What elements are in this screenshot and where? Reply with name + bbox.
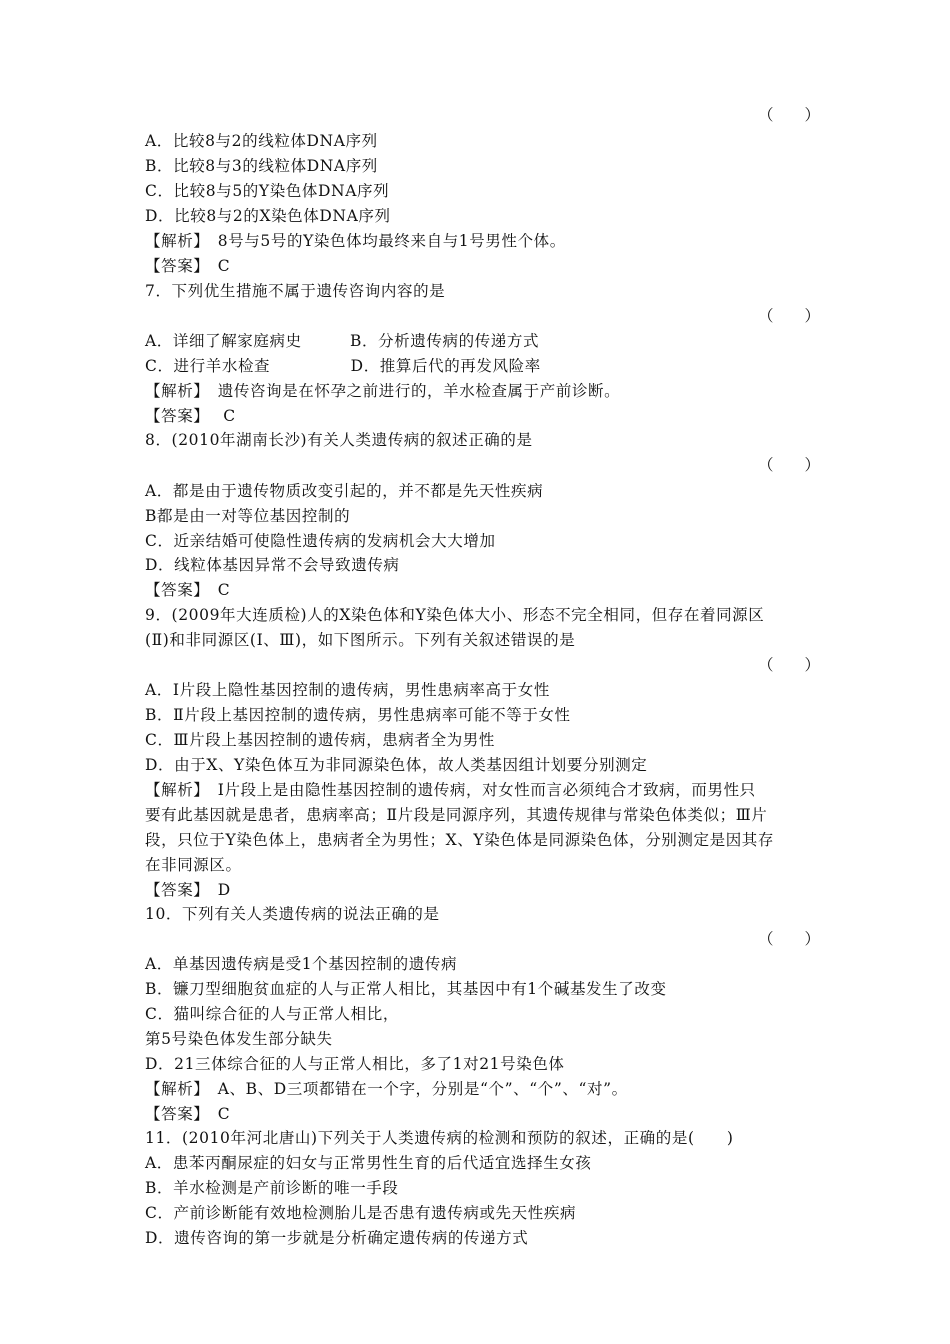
answer: 【答案】 C xyxy=(145,257,231,275)
options-cd: C．进行羊水检查 D．推算后代的再发风险率 xyxy=(145,357,541,375)
answer: 【答案】 D xyxy=(145,881,231,899)
answer: 【答案】 C xyxy=(145,1105,231,1123)
option-d: D．遗传咨询的第一步就是分析确定遗传病的传递方式 xyxy=(145,1229,529,1247)
answer-blank: （ ） xyxy=(758,656,821,674)
option-b: B．Ⅱ片段上基因控制的遗传病，男性患病率可能不等于女性 xyxy=(145,706,571,724)
question-9-line-2: (Ⅱ)和非同源区(Ⅰ、Ⅲ)，如下图所示。下列有关叙述错误的是 xyxy=(145,631,576,649)
option-c-cont: 第5号染色体发生部分缺失 xyxy=(145,1030,333,1048)
answer-blank: （ ） xyxy=(758,307,821,325)
option-b: B都是由一对等位基因控制的 xyxy=(145,507,351,525)
analysis-cont: 在非同源区。 xyxy=(145,856,242,874)
option-a: A．都是由于遗传物质改变引起的，并不都是先天性疾病 xyxy=(145,482,544,500)
answer-blank: （ ） xyxy=(758,456,821,474)
question-11: 11．(2010年河北唐山)下列关于人类遗传病的检测和预防的叙述，正确的是( ) xyxy=(145,1129,734,1147)
question-7: 7．下列优生措施不属于遗传咨询内容的是 xyxy=(145,282,446,300)
analysis-cont: 要有此基因就是患者，患病率高；Ⅱ片段是同源序列，其遗传规律与常染色体类似；Ⅲ片 xyxy=(145,806,768,824)
analysis: 【解析】 8号与5号的Y染色体均最终来自与1号男性个体。 xyxy=(145,232,566,250)
answer-blank: （ ） xyxy=(758,106,821,124)
option-c: C．Ⅲ片段上基因控制的遗传病，患病者全为男性 xyxy=(145,731,496,749)
analysis-cont: 段，只位于Y染色体上，患病者全为男性；X、Y染色体是同源染色体，分别测定是因其存 xyxy=(145,831,775,849)
option-a: A．Ⅰ片段上隐性基因控制的遗传病，男性患病率高于女性 xyxy=(145,681,550,699)
option-b: B．羊水检测是产前诊断的唯一手段 xyxy=(145,1179,399,1197)
question-8: 8．(2010年湖南长沙)有关人类遗传病的叙述正确的是 xyxy=(145,431,533,449)
option-a: A．患苯丙酮尿症的妇女与正常男性生育的后代适宜选择生女孩 xyxy=(145,1154,592,1172)
option-c: C．比较8与5的Y染色体DNA序列 xyxy=(145,182,390,200)
option-a: A．单基因遗传病是受1个基因控制的遗传病 xyxy=(145,955,458,973)
option-c: C．猫叫综合征的人与正常人相比， xyxy=(145,1005,399,1023)
option-c: C．产前诊断能有效地检测胎儿是否患有遗传病或先天性疾病 xyxy=(145,1204,577,1222)
option-d: D．由于X、Y染色体互为非同源染色体，故人类基因组计划要分别测定 xyxy=(145,756,648,774)
option-b: B．比较8与3的线粒体DNA序列 xyxy=(145,157,378,175)
analysis: 【解析】 A、B、D三项都错在一个字，分别是“个”、“个”、“对”。 xyxy=(145,1080,628,1098)
option-a: A．比较8与2的线粒体DNA序列 xyxy=(145,132,378,150)
analysis: 【解析】 遗传咨询是在怀孕之前进行的，羊水检查属于产前诊断。 xyxy=(145,382,621,400)
answer-blank: （ ） xyxy=(758,930,821,948)
option-b: B．镰刀型细胞贫血症的人与正常人相比，其基因中有1个碱基发生了改变 xyxy=(145,980,667,998)
analysis: 【解析】 Ⅰ片段上是由隐性基因控制的遗传病，对女性而言必须纯合才致病，而男性只 xyxy=(145,781,756,799)
options-ab: A．详细了解家庭病史 B．分析遗传病的传递方式 xyxy=(145,332,540,350)
answer: 【答案】 C xyxy=(145,581,231,599)
question-9-line-1: 9．(2009年大连质检)人的X染色体和Y染色体大小、形态不完全相同，但存在着同源区 xyxy=(145,606,765,624)
option-d: D．线粒体基因异常不会导致遗传病 xyxy=(145,556,400,574)
answer: 【答案】 C xyxy=(145,407,236,425)
option-c: C．近亲结婚可使隐性遗传病的发病机会大大增加 xyxy=(145,532,496,550)
option-d: D．比较8与2的X染色体DNA序列 xyxy=(145,207,391,225)
option-d: D．21三体综合征的人与正常人相比，多了1对21号染色体 xyxy=(145,1055,565,1073)
question-10: 10．下列有关人类遗传病的说法正确的是 xyxy=(145,905,440,923)
